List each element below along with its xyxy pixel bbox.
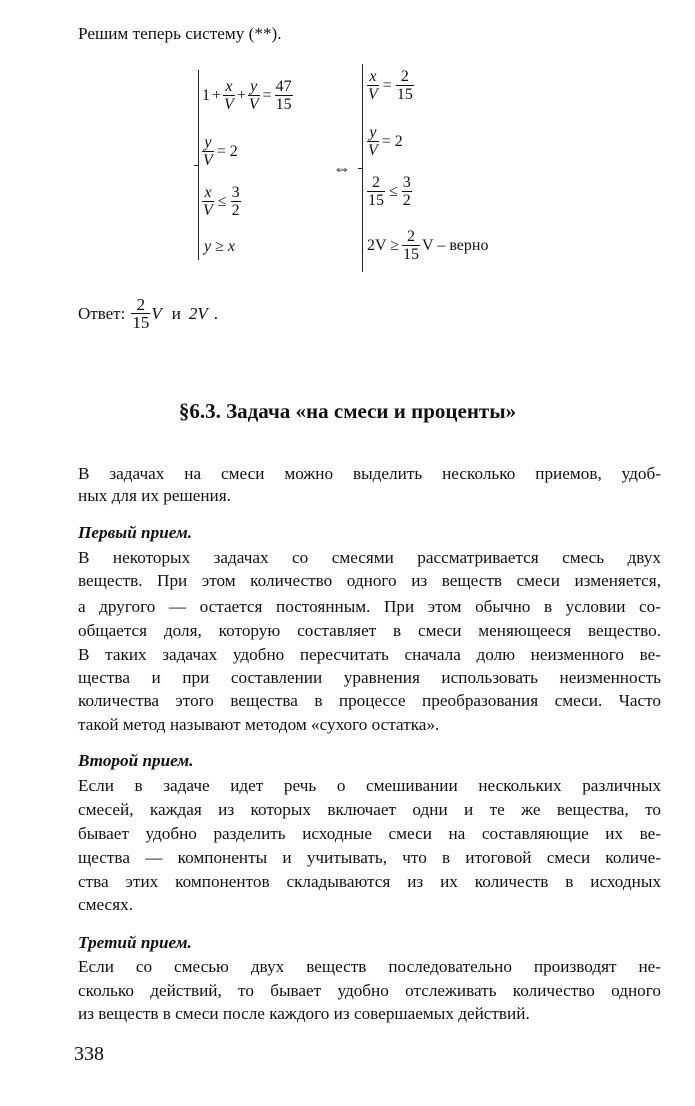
second-technique-heading: Второй прием. bbox=[78, 751, 194, 770]
right-eq-3: $\frac{2}{15}$ ≤ $\frac{3}{2}$ bbox=[368, 174, 411, 209]
second-line: Если в задаче идет речь о смешивании нескольких различных bbox=[78, 776, 661, 795]
left-eq-2: $\frac{y}{V}$ = 2 bbox=[203, 134, 238, 169]
first-line: такой метод называют методом «сухого остатка». bbox=[78, 715, 440, 734]
third-line: сколько действий, то бывает удобно отслеживать количество одного bbox=[78, 981, 661, 1000]
first-line: В таких задачах удобно пересчитать сначала долю неизменного ве- bbox=[78, 645, 661, 664]
third-line: из веществ в смеси после каждого из совершаемых действий. bbox=[78, 1004, 530, 1023]
intro-paragraph-line: ных для их решения. bbox=[78, 486, 231, 505]
second-line: ства этих компонентов складываются из их количеств в исходных bbox=[78, 872, 661, 891]
right-eq-4: 2V ≥ $\frac{2}{15}$ V – верно bbox=[367, 228, 489, 263]
right-eq-2: $\frac{y}{V}$ = 2 bbox=[368, 124, 403, 159]
first-line: а другого — остается постоянным. При этом обычно в условии со- bbox=[78, 597, 661, 616]
left-eq-4: y ≥ x bbox=[204, 238, 235, 255]
first-line: количества этого вещества в процессе преобразования смеси. Часто bbox=[78, 691, 661, 710]
first-technique-heading: Первый прием. bbox=[78, 523, 193, 542]
second-line: смесях. bbox=[78, 895, 133, 914]
equivalence-arrow: ⇔ bbox=[333, 158, 351, 178]
first-line: щества и при составлении уравнения использовать неизменность bbox=[78, 668, 661, 687]
second-line: щества — компоненты и учитывать, что в итоговой смеси количе- bbox=[78, 848, 661, 867]
second-line: смесей, каждая из которых включает одни и те же вещества, то bbox=[78, 800, 661, 819]
right-eq-1: $\frac{x}{V}$ = $\frac{2}{15}$ bbox=[368, 68, 413, 103]
left-system-brace bbox=[198, 70, 199, 260]
first-line: общается доля, которую составляет в смеси меняющееся вещество. bbox=[78, 621, 661, 640]
third-technique-heading: Третий прием. bbox=[78, 933, 192, 952]
first-line: веществ. При этом количество одного из веществ смеси изменяется, bbox=[78, 571, 661, 590]
page-number: 338 bbox=[74, 1043, 104, 1065]
section-title: §6.3. Задача «на смеси и проценты» bbox=[178, 399, 517, 423]
intro-paragraph-line: В задачах на смеси можно выделить несколько приемов, удоб- bbox=[78, 464, 661, 483]
third-line: Если со смесью двух веществ последовательно производят не- bbox=[78, 957, 661, 976]
first-line: В некоторых задачах со смесями рассматривается смесь двух bbox=[78, 548, 661, 567]
second-line: бывает удобно разделить исходные смеси на составляющие их ве- bbox=[78, 824, 661, 843]
right-system-brace bbox=[362, 64, 363, 272]
left-eq-3: $\frac{x}{V}$ ≤ $\frac{3}{2}$ bbox=[203, 184, 240, 219]
intro-line: Решим теперь систему (**). bbox=[78, 24, 282, 43]
left-eq-1: 1 + $\frac{x}{V}$ + $\frac{y}{V}$ = $\frac{47}{15}$ bbox=[202, 78, 292, 113]
answer: Ответ: $\frac{2}{15}$ V и 2V . bbox=[78, 295, 218, 332]
